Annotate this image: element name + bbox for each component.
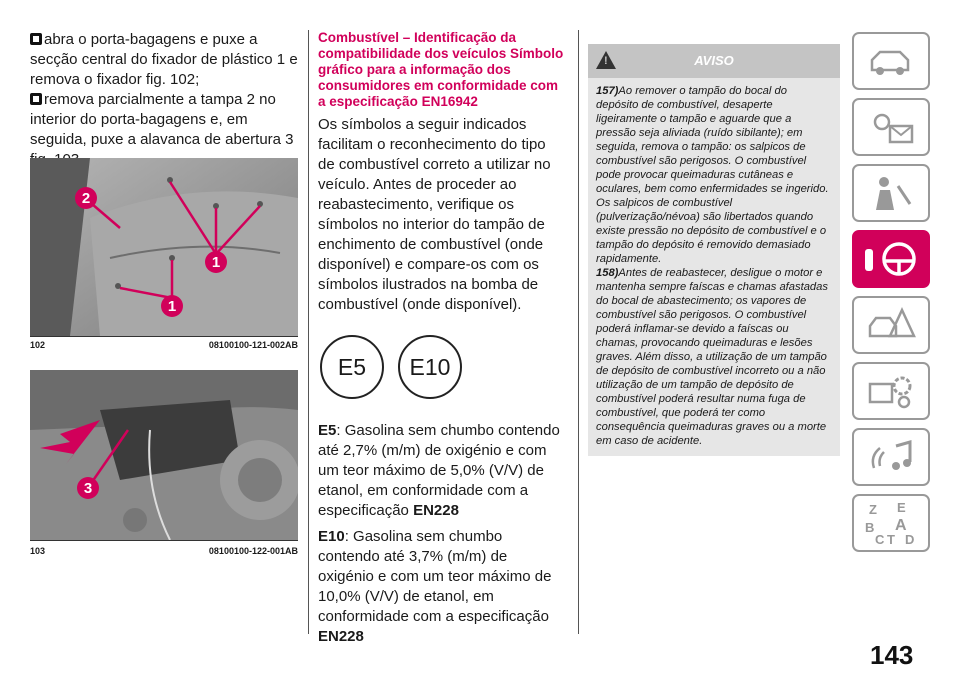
safety-airbag-icon[interactable] <box>852 164 930 222</box>
fuel-symbol-e5: E5 <box>320 335 384 399</box>
column-divider <box>578 30 579 634</box>
figure-103-release-lever <box>30 370 298 541</box>
trunk-illustration <box>30 158 298 336</box>
fuel-symbols <box>318 335 566 399</box>
callout-1: 1 <box>167 298 177 315</box>
section-heading: Combustível – Identificação da compatibilidade dos veículos Símbolo gráfico para a informação dos consumidores em conformidade com a especificação EN16942 <box>318 30 564 109</box>
instruction-step-2: remova parcialmente a tampa 2 no interior do porta-bagagens e, em seguida, puxe a alavanca de abertura 3 <box>30 91 294 148</box>
warning-triangle-icon <box>596 51 616 69</box>
e10-description: E10: Gasolina sem chumbo contendo até 3,7% (m/m) de oxigénio e com um teor máximo de 10,0% (V/V) de etanol, em conformidade com a especificação EN228 <box>318 528 552 645</box>
page-number: 143 <box>870 640 914 670</box>
callout-3: 3 <box>83 480 93 497</box>
warning-lights-icon[interactable] <box>852 98 930 156</box>
index-icon[interactable] <box>852 494 930 552</box>
column-left <box>30 30 298 170</box>
svg-text:B: B <box>865 520 875 535</box>
svg-text:E: E <box>897 500 906 515</box>
chapter-tabs <box>852 32 930 560</box>
svg-text:C: C <box>875 532 885 547</box>
emergency-icon[interactable] <box>852 296 930 354</box>
svg-text:D: D <box>905 532 915 547</box>
svg-text:A: A <box>895 517 907 534</box>
fuel-symbol-e10: E10 <box>398 335 462 399</box>
callout-2: 2 <box>81 190 91 207</box>
instruction-step-1: abra o porta-bagagens e puxe a secção central do fixador de plástico 1 e remova o fixador fig. 102; <box>30 31 298 88</box>
steering-key-icon[interactable] <box>852 230 930 288</box>
svg-text:T: T <box>887 532 895 547</box>
column-middle <box>318 30 566 647</box>
car-info-icon[interactable] <box>852 32 930 90</box>
column-divider <box>308 30 309 634</box>
warning-158: 158)Antes de reabastecer, desligue o motor e mantenha sempre faíscas e chamas afastadas do bocal de abastecimento; os vapores de combustível são perigosos. O combustível poderá inflamar-se devido a faíscas ou chamas, provocando queimaduras e lesões graves. Além disso, a utilização de um tampão de depósito de combustível incorreto ou a não utilização de um tampão de depósito de combustível poderá resultar numa fuga de combustível, que poderá ter como consequência queimaduras graves ou a morte em caso de acidente. <box>596 267 828 447</box>
warning-header: ! AVISO <box>588 44 840 78</box>
e5-description: E5: Gasolina sem chumbo contendo até 2,7% (m/m) de oxigénio e com um teor máximo de 5,0% (V/V) de etanol, em conformidade com a especificação EN228 <box>318 422 560 519</box>
warning-box <box>588 44 840 456</box>
bullet-icon <box>30 33 42 45</box>
figure-102-trunk-fixings <box>30 158 298 337</box>
intro-paragraph: Os símbolos a seguir indicados facilitam o reconhecimento do tipo de combustível correto a utilizar no veículo. Antes de proceder ao reabastecimento, verifique os símbolos no interior do tampão de enchimento de combustível (onde disponível) e compare-os com os símbolos ilustrados na bomba de combustível (onde disponível). <box>318 116 551 313</box>
maintenance-icon[interactable] <box>852 362 930 420</box>
bullet-icon <box>30 93 42 105</box>
warning-157: 157)Ao remover o tampão do bocal do depósito de combustível, desaperte ligeiramente o tampão e aguarde que a pressão seja aliviada (ruído sibilante); em seguida, remova o tampão: os salpicos de combustível são perigosos. O combustível pode provocar queimaduras cutâneas e oculares, bem como enfermidades se ingerido. Os salpicos de combustível (pulverização/névoa) são libertados quando existe pressão no depósito de combustível e o tampão do depósito é removido demasiado rapidamente. <box>596 85 829 265</box>
multimedia-icon[interactable] <box>852 428 930 486</box>
warning-body <box>588 78 840 456</box>
callout-1: 1 <box>211 254 221 271</box>
svg-text:Z: Z <box>869 502 877 517</box>
lever-illustration <box>30 370 298 540</box>
